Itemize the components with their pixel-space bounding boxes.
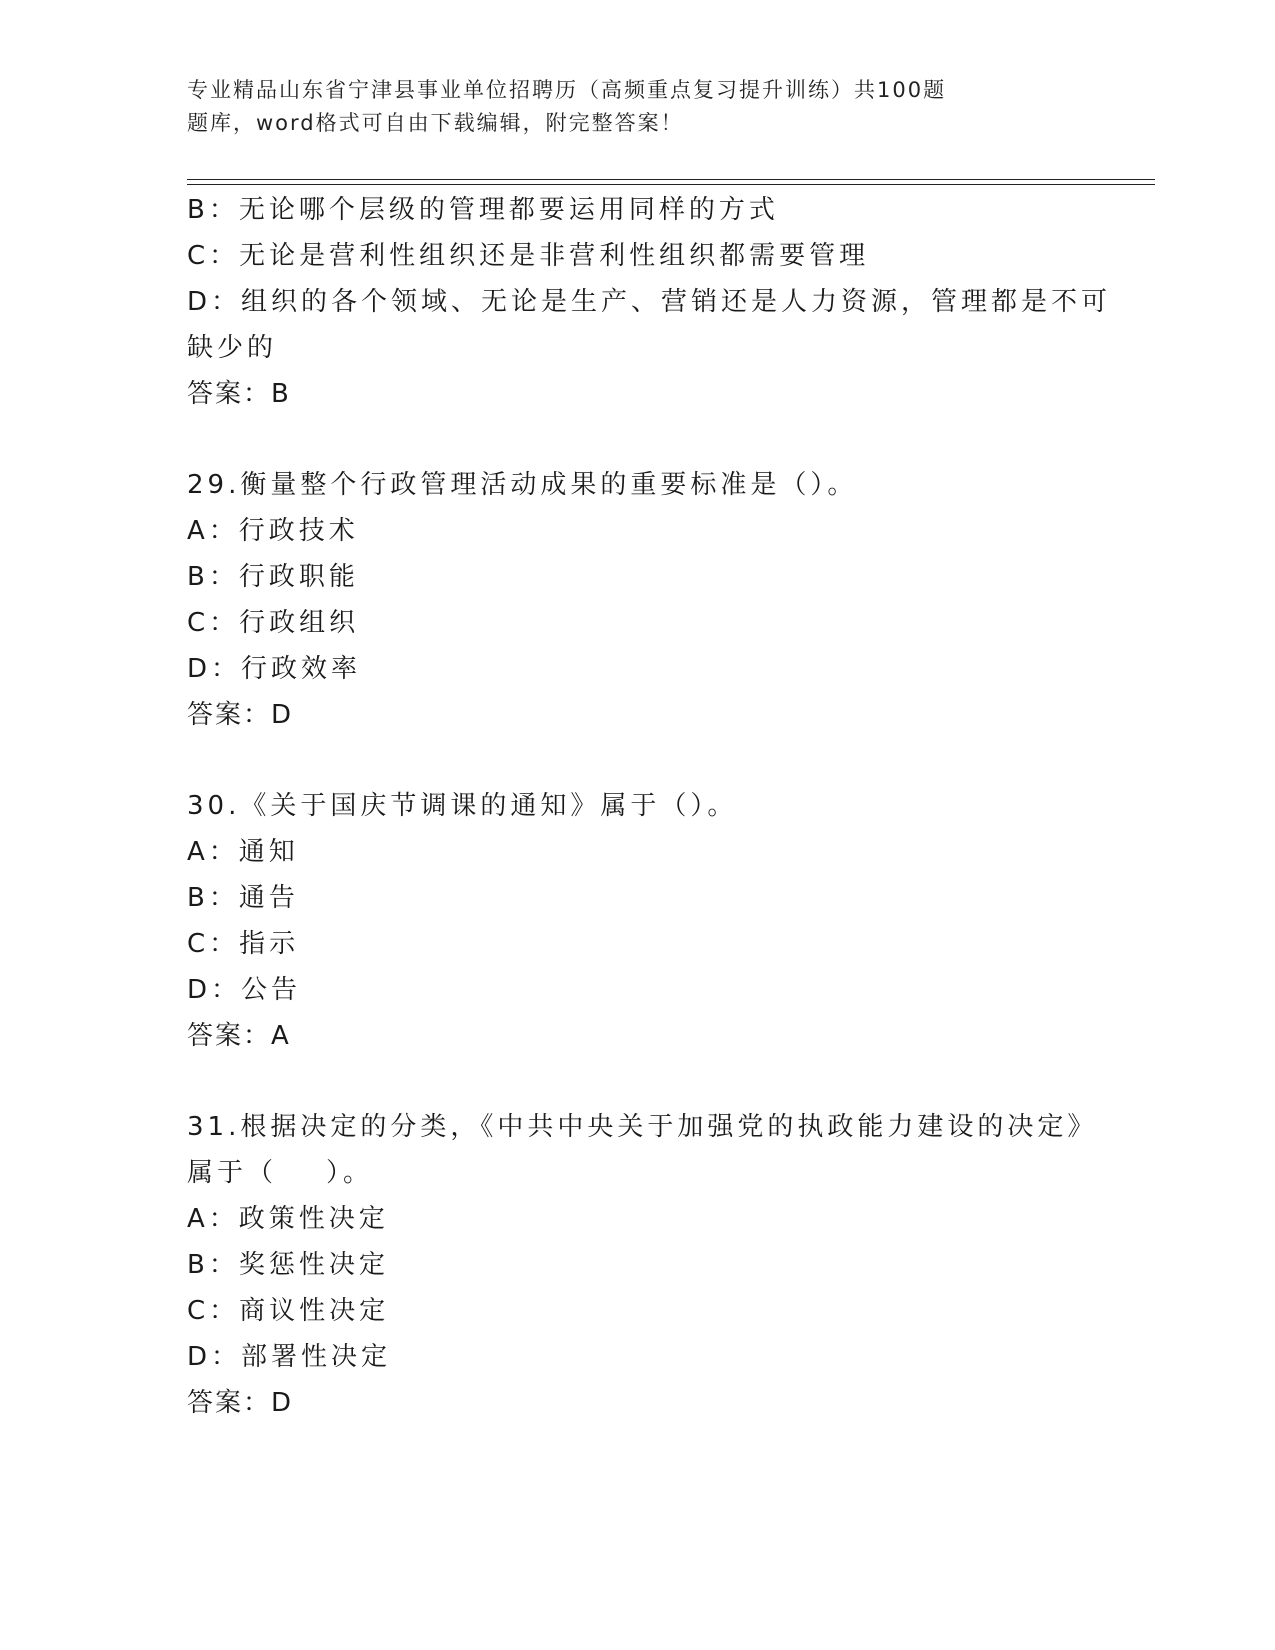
- option-a: A：通知: [187, 837, 299, 867]
- header-divider-top: [187, 179, 1155, 180]
- header-title-line-1: 专业精品山东省宁津县事业单位招聘历（高频重点复习提升训练）共100题: [187, 78, 947, 102]
- option-d: D：公告: [187, 975, 302, 1005]
- answer-line: 答案：D: [187, 700, 294, 730]
- option-c: C：指示: [187, 929, 300, 959]
- question-block-30: [187, 783, 1087, 1059]
- option-a: A：政策性决定: [187, 1204, 389, 1234]
- option-d-continued: 缺少的: [187, 333, 278, 363]
- option-d: D：部署性决定: [187, 1342, 392, 1372]
- option-c: C：无论是营利性组织还是非营利性组织都需要管理: [187, 241, 870, 271]
- question-stem: 29.衡量整个行政管理活动成果的重要标准是（）。: [187, 470, 858, 500]
- option-a: A：行政技术: [187, 516, 359, 546]
- spacer: [187, 738, 1087, 783]
- question-stem-continued: 属于（ ）。: [187, 1158, 374, 1188]
- question-block-29: [187, 462, 1087, 738]
- option-b: B：通告: [187, 883, 299, 913]
- option-c: C：行政组织: [187, 608, 360, 638]
- option-b: B：无论哪个层级的管理都要运用同样的方式: [187, 195, 779, 225]
- question-block-31: [187, 1104, 1098, 1426]
- answer-line: 答案：D: [187, 1388, 294, 1418]
- option-d: D：行政效率: [187, 654, 362, 684]
- question-stem: 31.根据决定的分类，《中共中央关于加强党的执政能力建设的决定》: [187, 1112, 1098, 1142]
- spacer: [187, 1059, 1087, 1104]
- option-d: D：组织的各个领域、无论是生产、营销还是人力资源，管理都是不可: [187, 287, 1112, 317]
- header-divider-bottom: [187, 184, 1155, 185]
- answer-line: 答案：B: [187, 379, 291, 409]
- document-header: [187, 74, 1017, 140]
- question-stem: 30.《关于国庆节调课的通知》属于（）。: [187, 791, 738, 821]
- option-b: B：行政职能: [187, 562, 359, 592]
- answer-line: 答案：A: [187, 1021, 291, 1051]
- spacer: [187, 417, 1087, 462]
- option-b: B：奖惩性决定: [187, 1250, 389, 1280]
- question-block-28: [187, 187, 1112, 417]
- header-title-line-2: 题库，word格式可自由下载编辑，附完整答案！: [187, 111, 684, 135]
- question-list: [187, 187, 1112, 1426]
- option-c: C：商议性决定: [187, 1296, 390, 1326]
